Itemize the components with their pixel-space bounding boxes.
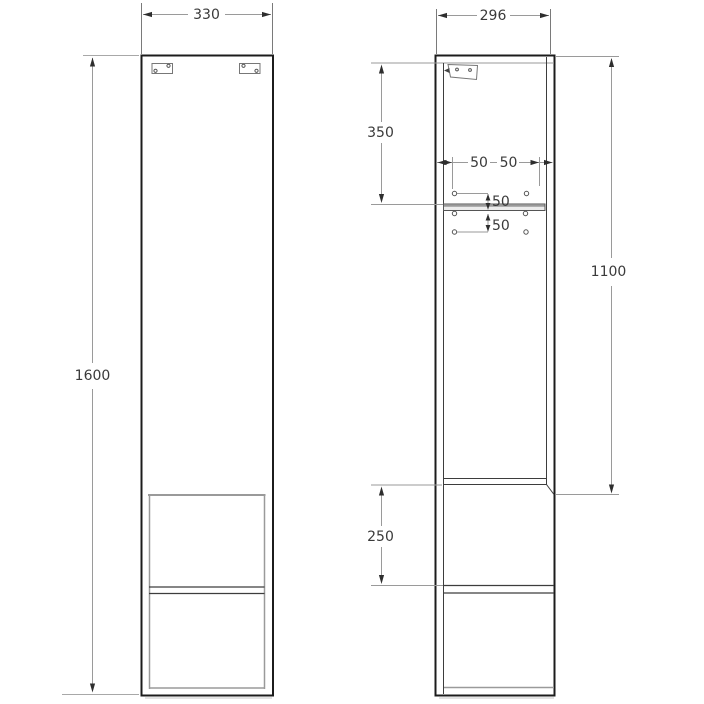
front-width-dimension (142, 3, 273, 54)
bracket-screw-hole (469, 69, 472, 72)
pin-hole (452, 230, 456, 234)
side-door-height-label: 1100 (590, 264, 627, 280)
arrow-right-icon (262, 12, 271, 17)
hole-row-gap-lower-label: 50 (492, 218, 510, 234)
pin-hole (452, 211, 456, 215)
arrow-down-icon (379, 575, 384, 584)
arrow-down-icon (90, 684, 95, 693)
front-bracket-left (152, 64, 173, 74)
hole-row-gap-upper-label: 50 (492, 194, 510, 210)
arrow-up-icon (609, 58, 614, 67)
side-open-section-label: 250 (367, 529, 394, 545)
side-top-offset-dimension (367, 65, 443, 205)
front-height-dimension (62, 56, 139, 695)
pin-hole (524, 191, 528, 195)
arrow-left-icon (438, 13, 447, 18)
side-cabinet-outline (436, 56, 555, 696)
front-bracket-right (240, 64, 261, 74)
front-view (142, 56, 274, 699)
arrow-down-icon (609, 485, 614, 494)
bracket-plate (448, 65, 478, 80)
pin-hole (523, 211, 527, 215)
side-view (371, 56, 555, 699)
hole-inset-left-label: 50 (470, 155, 488, 171)
side-depth-label: 296 (479, 8, 507, 24)
pin-hole (524, 230, 528, 234)
pin-hole (452, 191, 456, 195)
front-height-label: 1600 (74, 368, 111, 384)
arrow-up-icon (379, 487, 384, 496)
front-width-label: 330 (193, 7, 220, 23)
bracket-screw-hole (154, 69, 157, 72)
bracket-screw-hole (167, 64, 170, 67)
bracket-screw-hole (242, 64, 245, 67)
side-top-offset-label: 350 (367, 125, 394, 141)
side-open-section-dimension (367, 485, 443, 586)
arrow-down-icon (379, 194, 384, 203)
arrow-up-icon (90, 58, 95, 67)
side-door-height-dimension (556, 57, 626, 495)
arrow-right-icon (540, 13, 549, 18)
arrow-up-icon (379, 65, 384, 74)
arrow-left-icon (143, 12, 152, 17)
bracket-screw-hole (255, 69, 258, 72)
hole-inset-right-label: 50 (499, 155, 518, 171)
front-cabinet-outline (142, 56, 274, 696)
bracket-screw-hole (456, 68, 459, 71)
side-depth-dimension (437, 8, 551, 54)
